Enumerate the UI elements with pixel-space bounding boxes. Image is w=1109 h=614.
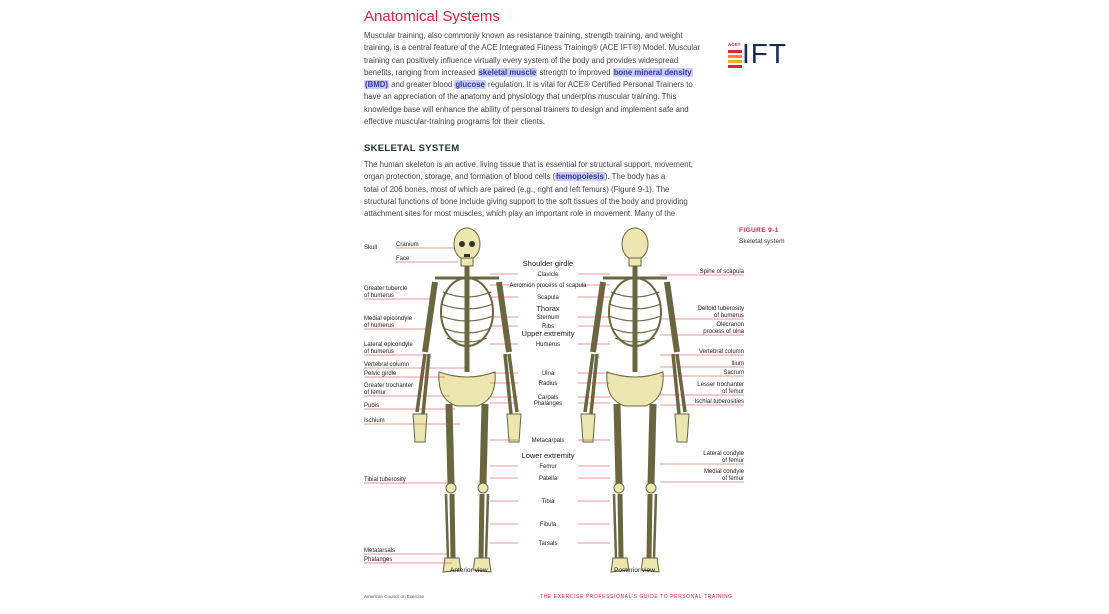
right-label-8: Lesser trochanter bbox=[697, 382, 744, 388]
center-label-13: Tibia bbox=[541, 499, 555, 505]
right-label-13: Medial condyle bbox=[703, 469, 744, 475]
section-heading: SKELETAL SYSTEM bbox=[364, 143, 460, 154]
center-label-5: Humerus bbox=[535, 342, 561, 348]
right-label-10: Ischial tuberosities bbox=[694, 399, 744, 405]
text-segment: The human skeleton is an active, living tissue that is essential for structural support, movement, bbox=[364, 160, 693, 169]
left-label-4: of humerus bbox=[364, 293, 395, 299]
left-label-14: Ischium bbox=[364, 418, 385, 424]
text-segment: Muscular training, also commonly known as resistance training, strength training, and weight bbox=[364, 31, 683, 40]
left-label-3: Greater tubercle bbox=[364, 286, 408, 292]
center-label-15: Tarsals bbox=[538, 541, 558, 547]
text-segment: training can positively influence virtually every system of the body and provides widespread bbox=[364, 55, 679, 65]
text-line bbox=[364, 208, 726, 220]
right-label-12: of femur bbox=[721, 458, 744, 464]
right-label-6: Ilium bbox=[731, 361, 744, 367]
center-label-0: Clavicle bbox=[537, 272, 559, 278]
logo-stripes-icon bbox=[728, 50, 742, 68]
right-label-9: of femur bbox=[721, 389, 744, 395]
left-label-1: Cranium bbox=[396, 242, 419, 248]
left-label-13: Pubis bbox=[364, 403, 380, 409]
left-label-0: Skull bbox=[364, 245, 378, 251]
right-label-14: of femur bbox=[721, 476, 744, 482]
center-label-10: Metacarpals bbox=[531, 438, 565, 444]
skeletal-paragraph bbox=[364, 159, 726, 220]
logo-badge: ACE® bbox=[728, 42, 741, 47]
text-segment: training, is a central feature of the ACE Integrated Fitness Training® (ACE IFT®) Model. Muscular bbox=[364, 43, 701, 53]
text-segment: total of 206 bones, most of which are paired (e.g., right and left femurs) (Figure 9-1). The bbox=[364, 184, 670, 194]
text-segment: have an appreciation of the anatomy and physiology that underpins muscular training. This bbox=[364, 92, 677, 102]
center-label-14: Fibula bbox=[539, 522, 557, 528]
center-heading-2: Upper extremity bbox=[521, 329, 575, 338]
anterior-caption: Anterior view bbox=[450, 567, 488, 574]
center-label-6: Ulna bbox=[541, 371, 555, 377]
text-segment: benefits, ranging from increased bbox=[364, 67, 478, 77]
left-label-2: Face bbox=[396, 256, 410, 262]
center-label-11: Femur bbox=[539, 464, 557, 470]
text-line bbox=[364, 159, 726, 171]
center-label-9: Phalanges bbox=[533, 401, 563, 407]
logo-wordmark: IFT bbox=[742, 38, 787, 69]
text-segment: regulation. It is vital for ACE® Certified Personal Trainers to bbox=[485, 80, 693, 90]
glossary-term: (BMD) bbox=[365, 80, 388, 90]
text-segment: structural functions of bone include giving support to the soft tissues of the body and providing bbox=[364, 196, 688, 206]
left-label-7: Lateral epicondyle bbox=[364, 342, 413, 348]
text-segment: strength to improved bbox=[537, 67, 613, 77]
right-label-5: Vertebral column bbox=[698, 349, 744, 355]
center-label-1: Acromion process of scapula bbox=[509, 283, 587, 289]
left-label-10: Pelvic girdle bbox=[364, 371, 397, 377]
left-label-17: Phalanges bbox=[364, 557, 393, 563]
left-label-9: Vertebral column bbox=[364, 362, 410, 368]
center-label-3: Sternum bbox=[536, 315, 560, 321]
text-segment: attachment sites for most muscles, which play an important role in movement. Many of the bbox=[364, 209, 676, 219]
glossary-term: bone mineral density bbox=[613, 67, 692, 77]
posterior-caption: Posterior view bbox=[614, 567, 655, 574]
text-segment: organ protection, storage, and formation of blood cells ( bbox=[364, 172, 556, 182]
text-line bbox=[364, 30, 726, 42]
text-line bbox=[364, 184, 726, 196]
text-line bbox=[364, 42, 726, 54]
right-label-2: of humerus bbox=[713, 313, 744, 319]
left-label-5: Medial epicondyle bbox=[364, 316, 413, 322]
center-label-7: Radius bbox=[538, 381, 558, 387]
right-label-11: Lateral condyle bbox=[703, 451, 744, 457]
center-label-2: Scapula bbox=[537, 295, 559, 301]
center-heading-1: Thorax bbox=[536, 304, 560, 313]
anterior-skeleton bbox=[413, 228, 521, 572]
text-line bbox=[364, 196, 726, 208]
left-label-12: of femur bbox=[364, 390, 387, 396]
text-line bbox=[364, 91, 726, 103]
right-label-4: process of ulna bbox=[703, 329, 744, 335]
glossary-term: skeletal muscle bbox=[478, 67, 537, 77]
skeletal-system-figure bbox=[360, 222, 750, 594]
text-segment: knowledge base will enhance the ability of personal trainers to design and implement safe and bbox=[364, 104, 689, 114]
right-label-3: Olecranon bbox=[716, 322, 744, 328]
right-label-7: Sacrum bbox=[723, 370, 744, 376]
text-segment: effective muscular-training programs for their clients. bbox=[364, 117, 545, 127]
text-line bbox=[364, 79, 726, 91]
center-label-12: Patella bbox=[538, 476, 558, 482]
left-label-15: Tibial tuberosity bbox=[364, 477, 406, 483]
figure-number: FIGURE 9-1 bbox=[739, 227, 779, 234]
glossary-term: glucose bbox=[455, 80, 485, 90]
text-line bbox=[364, 55, 726, 67]
text-segment: ). The body has a bbox=[604, 172, 666, 182]
left-label-8: of humerus bbox=[364, 349, 395, 355]
intro-paragraph bbox=[364, 30, 726, 128]
footer-book-title: THE EXERCISE PROFESSIONAL'S GUIDE TO PERSONAL TRAINING bbox=[540, 594, 733, 600]
left-label-11: Greater trochanter bbox=[364, 383, 414, 389]
center-label-4: Ribs bbox=[541, 324, 555, 330]
center-heading-0: Shoulder girdle bbox=[522, 259, 574, 268]
footer-publisher: American Council on Exercise bbox=[364, 594, 425, 599]
center-label-8: Carpals bbox=[537, 395, 559, 401]
text-line bbox=[364, 104, 726, 116]
text-line bbox=[364, 67, 726, 79]
right-label-0: Spine of scapula bbox=[699, 269, 744, 275]
text-segment: and greater blood bbox=[388, 80, 455, 90]
posterior-skeleton bbox=[581, 228, 689, 572]
left-label-6: of humerus bbox=[364, 323, 395, 329]
left-label-16: Metatarsals bbox=[364, 548, 396, 554]
text-line bbox=[364, 171, 726, 183]
right-label-1: Deltoid tuberosity bbox=[697, 306, 744, 312]
ace-ift-logo bbox=[728, 38, 798, 70]
figure-caption: Skeletal system bbox=[739, 238, 785, 245]
center-heading-3: Lower extremity bbox=[521, 451, 575, 460]
glossary-term: hemopoiesis bbox=[556, 172, 604, 182]
text-line bbox=[364, 116, 726, 128]
page-title: Anatomical Systems bbox=[364, 8, 500, 25]
